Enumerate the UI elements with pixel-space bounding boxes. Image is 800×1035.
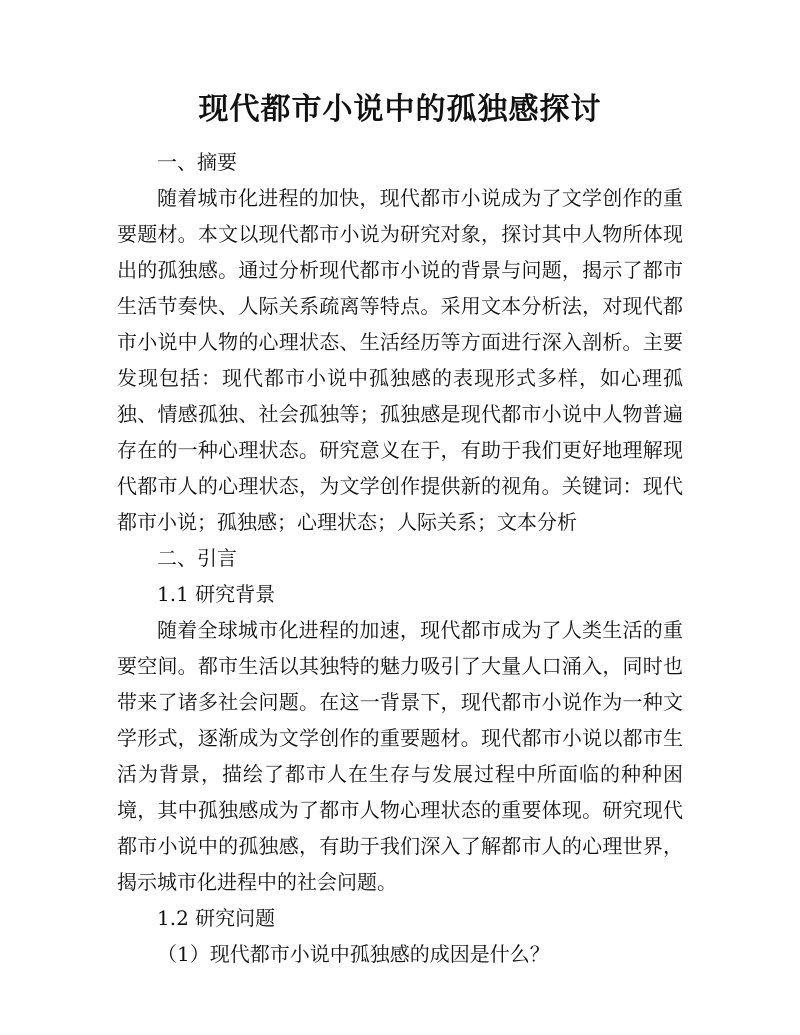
abstract-paragraph: 随着城市化进程的加快，现代都市小说成为了文学创作的重要题材。本文以现代都市小说为研究对象，探讨其中人物所体现出的孤独感。通过分析现代都市小说的背景与问题，揭示了都市生活节奏快、人际关系疏离等特点。采用文本分析法，对现代都市小说中人物的心理状态、生活经历等方面进行深入剖析。主要发现包括：现代都市小说中孤独感的表现形式多样，如心理孤独、情感孤独、社会孤独等；孤独感是现代都市小说中人物普遍存在的一种心理状态。研究意义在于，有助于我们更好地理解现代都市人的心理状态，为文学创作提供新的视角。关键词：现代都市小说；孤独感；心理状态；人际关系；文本分析 xyxy=(117,186,683,534)
subsection-heading-background: 1.1 研究背景 xyxy=(157,582,276,606)
document-title: 现代都市小说中的孤独感探讨 xyxy=(198,92,602,127)
research-question-item: （1）现代都市小说中孤独感的成因是什么？ xyxy=(157,942,550,966)
subsection-heading-question: 1.2 研究问题 xyxy=(157,906,276,930)
section-heading-abstract: 一、摘要 xyxy=(157,150,237,174)
section-heading-introduction: 二、引言 xyxy=(157,546,237,570)
document-body xyxy=(117,144,683,972)
background-paragraph: 随着全球城市化进程的加速，现代都市成为了人类生活的重要空间。都市生活以其独特的魅力吸引了大量人口涌入，同时也带来了诸多社会问题。在这一背景下，现代都市小说作为一种文学形式，逐渐成为文学创作的重要题材。现代都市小说以都市生活为背景，描绘了都市人在生存与发展过程中所面临的种种困境，其中孤独感成为了都市人物心理状态的重要体现。研究现代都市小说中的孤独感，有助于我们深入了解都市人的心理世界，揭示城市化进程中的社会问题。 xyxy=(117,618,683,894)
